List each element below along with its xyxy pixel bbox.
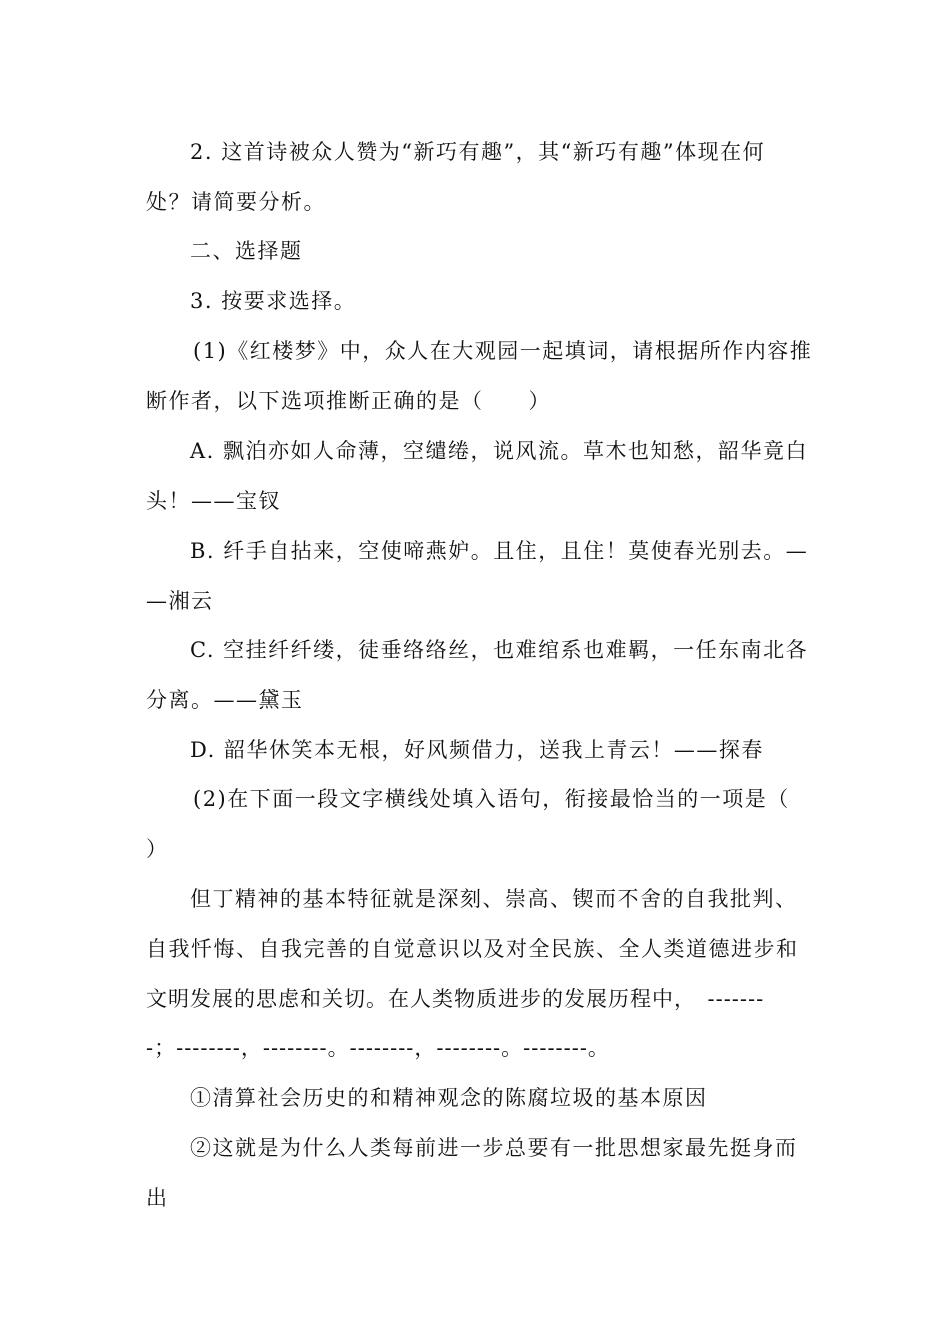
choice-item-2-line-1: ②这就是为什么人类每前进一步总要有一批思想家最先挺身而 [190,1136,798,1160]
option-d-line: D. 韶华休笑本无根，好风频借力，送我上青云！——探春 [190,738,764,762]
passage-line-4: -；--------，--------。--------，--------。--------。 [146,1036,610,1060]
subquestion-2-line-1: (2)在下面一段文字横线处填入语句，衔接最恰当的一项是（ [193,787,790,811]
question-3-title: 3. 按要求选择。 [190,289,357,313]
option-a-line-1: A. 飘泊亦如人命薄，空缱绻，说风流。草木也知愁，韶华竟白 [190,439,809,463]
question-2-line-2: 处？请简要分析。 [146,190,326,214]
subquestion-2-line-2: ） [146,837,169,861]
option-c-line-1: C. 空挂纤纤缕，徒垂络络丝，也难绾系也难羁，一任东南北各 [190,638,809,662]
passage-line-3: 文明发展的思虑和关切。在人类物质进步的发展历程中， ------- [146,987,765,1011]
option-b-line-2: —湘云 [146,589,214,613]
option-a-line-2: 头！——宝钗 [146,489,281,513]
subquestion-1-line-2: 断作者，以下选项推断正确的是（ ） [146,389,551,413]
passage-line-1: 但丁精神的基本特征就是深刻、崇高、锲而不舍的自我批判、 [190,887,798,911]
option-c-line-2: 分离。——黛玉 [146,688,304,712]
subquestion-1-line-1: (1)《红楼梦》中，众人在大观园一起填词，请根据所作内容推 [193,339,813,363]
passage-line-2: 自我忏悔、自我完善的自觉意识以及对全民族、全人类道德进步和 [146,937,799,961]
choice-item-1: ①清算社会历史的和精神观念的陈腐垃圾的基本原因 [190,1086,708,1110]
question-2-line-1: 2. 这首诗被众人赞为“新巧有趣”，其“新巧有趣”体现在何 [190,140,766,164]
choice-item-2-line-2: 出 [146,1186,169,1210]
section-heading-choice: 二、选择题 [190,239,303,263]
option-b-line-1: B. 纤手自拈来，空使啼燕妒。且住，且住！莫使春光别去。— [190,539,809,563]
